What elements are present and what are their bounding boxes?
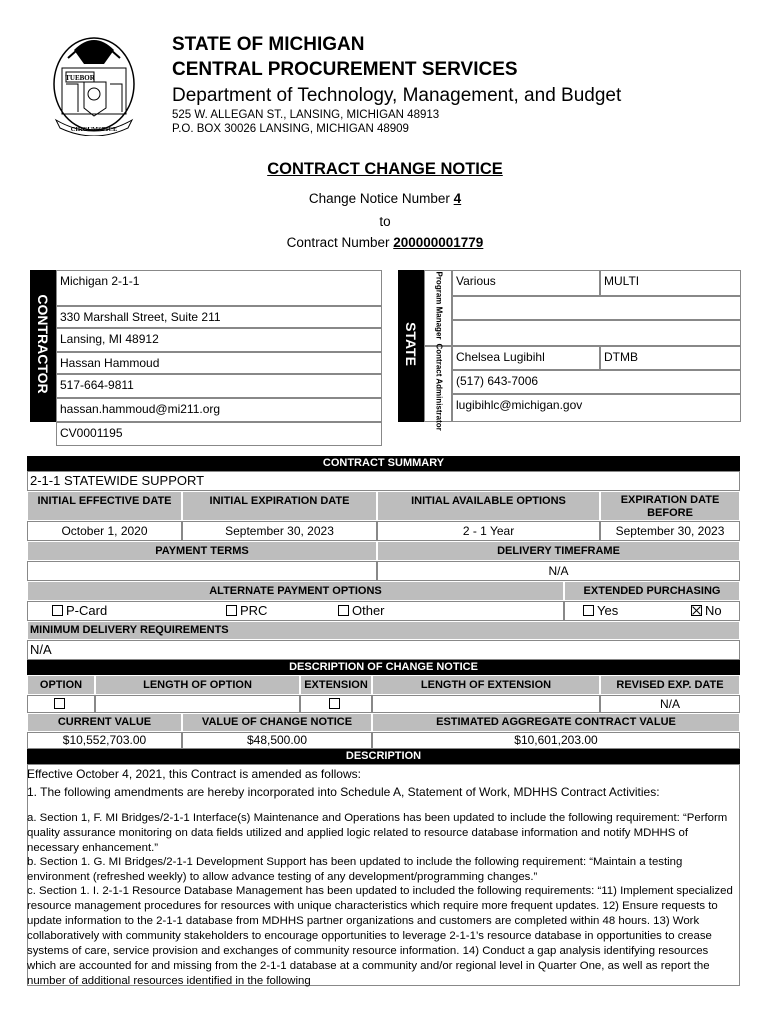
seal-tuebor: TUEBOR xyxy=(65,74,95,82)
initial-options-header: INITIAL AVAILABLE OPTIONS xyxy=(377,491,600,521)
department-name: Department of Technology, Management, and Budget xyxy=(172,85,622,106)
initial-options: 2 - 1 Year xyxy=(377,521,600,541)
option-checkbox[interactable] xyxy=(54,698,65,709)
length-of-extension-header: LENGTH OF EXTENSION xyxy=(372,675,600,695)
payment-terms xyxy=(27,561,377,581)
contract-administrator-label-cell xyxy=(424,343,452,431)
contract-number-line: Contract Number 200000001779 xyxy=(286,235,484,250)
notice-title: CONTRACT CHANGE NOTICE xyxy=(267,160,503,178)
description-item-b: b. Section 1. G. MI Bridges/2-1-1 Development Support has been updated to include the following requirement: “Maintain a testing environment (refreshed weekly) to allow advance testing of any development/programming changes.” xyxy=(27,856,683,883)
value-of-change-header: VALUE OF CHANGE NOTICE xyxy=(182,713,372,732)
ca-agency: DTMB xyxy=(600,346,741,370)
pm-agency: MULTI xyxy=(600,270,741,296)
seal-circumspice: CIRCUMSPICE xyxy=(70,126,118,133)
revised-exp-date-header: REVISED EXP. DATE xyxy=(600,675,740,695)
contractor-email: hassan.hammoud@mi211.org xyxy=(56,398,382,422)
delivery-timeframe-header: DELIVERY TIMEFRAME xyxy=(377,541,740,561)
extension-cell xyxy=(300,695,372,713)
pcard-checkbox[interactable] xyxy=(52,605,63,616)
contract-description: 2-1-1 STATEWIDE SUPPORT xyxy=(27,471,740,491)
alternate-payment-options xyxy=(27,601,564,621)
option-cell xyxy=(27,695,95,713)
pm-name: Various xyxy=(452,270,600,296)
extended-purchasing-options xyxy=(564,601,740,621)
payment-terms-header: PAYMENT TERMS xyxy=(27,541,377,561)
estimated-value-header: ESTIMATED AGGREGATE CONTRACT VALUE xyxy=(372,713,740,732)
initial-effective-date-header: INITIAL EFFECTIVE DATE xyxy=(27,491,182,521)
initial-expiration-date-header: INITIAL EXPIRATION DATE xyxy=(182,491,377,521)
option-header: OPTION xyxy=(27,675,95,695)
pm-row-2 xyxy=(452,296,741,320)
extension-header: EXTENSION xyxy=(300,675,372,695)
state-band: STATE xyxy=(398,270,424,422)
contract-number: 200000001779 xyxy=(393,235,484,250)
ca-email: lugibihlc@michigan.gov xyxy=(452,394,741,422)
no-checkbox-checked[interactable] xyxy=(691,605,702,616)
yes-option[interactable]: Yes xyxy=(583,603,618,618)
minimum-delivery: N/A xyxy=(27,640,740,660)
prc-option[interactable]: PRC xyxy=(226,602,267,620)
length-of-option-cell xyxy=(95,695,300,713)
expiration-before: September 30, 2023 xyxy=(600,521,740,541)
other-checkbox[interactable] xyxy=(338,605,349,616)
current-value-header: CURRENT VALUE xyxy=(27,713,182,732)
program-manager-label-cell xyxy=(424,270,452,346)
delivery-timeframe: N/A xyxy=(377,561,740,581)
contractor-band: CONTRACTOR xyxy=(30,270,56,422)
change-notice-header: DESCRIPTION OF CHANGE NOTICE xyxy=(27,660,740,675)
prc-checkbox[interactable] xyxy=(226,605,237,616)
program-manager-label: Program Manager xyxy=(434,271,444,340)
description-item-a: a. Section 1, F. MI Bridges/2-1-1 Interface(s) Maintenance and Operations has been updated to include the following requirement: “Perform quality assurance monitoring on data fields utilized and applied logic related to resource database information and notify MDHHS of necessary enhancement.” xyxy=(27,812,728,854)
to-line: to xyxy=(379,214,391,229)
value-of-change: $48,500.00 xyxy=(182,732,372,749)
contract-summary-header: CONTRACT SUMMARY xyxy=(27,456,740,471)
expiration-before-header: EXPIRATION DATE BEFORE xyxy=(600,491,740,521)
change-notice-number: 4 xyxy=(453,191,462,206)
extended-purchasing-header: EXTENDED PURCHASING xyxy=(564,581,740,601)
contractor-street: 330 Marshall Street, Suite 211 xyxy=(56,306,382,328)
no-option[interactable]: No xyxy=(691,602,722,620)
extension-checkbox[interactable] xyxy=(329,698,340,709)
state-name: STATE OF MICHIGAN xyxy=(172,34,365,55)
pcard-option[interactable]: P-Card xyxy=(52,603,107,618)
contractor-vendor-id: CV0001195 xyxy=(56,422,382,446)
minimum-delivery-header: MINIMUM DELIVERY REQUIREMENTS xyxy=(27,621,740,640)
length-of-extension-cell xyxy=(372,695,600,713)
address-line-2: P.O. BOX 30026 LANSING, MICHIGAN 48909 xyxy=(172,123,409,135)
contract-administrator-label: Contract Administrator xyxy=(434,343,444,431)
other-option[interactable]: Other xyxy=(338,602,385,620)
initial-expiration-date: September 30, 2023 xyxy=(182,521,377,541)
ca-phone: (517) 643-7006 xyxy=(452,370,741,394)
yes-checkbox[interactable] xyxy=(583,605,594,616)
description-item-c: c. Section 1. I. 2-1-1 Resource Database Management has been updated to included the following requirements: “11) Implement specialized resource management procedures for resources with unique characteristics which require more frequent updates. 12) Ensure requests to update information to the 2-1-1 database from MDHHS partner organizations and customers are completed within 48 hours. 13) Work collaboratively with community stakeholders to encourage opportunities to leverage 2-1-1’s resource database in opportunities to crease systems of care, service provision and exchanges of community resource information. 14) Conduct a gap analysis identifying resources which are accounted for and missing from the 2-1-1 database at a community and/or regional level in Quarter One, as well as report the number of additional resources identified in the following xyxy=(27,885,733,987)
contractor-phone: 517-664-9811 xyxy=(56,374,382,398)
current-value: $10,552,703.00 xyxy=(27,732,182,749)
office-name: CENTRAL PROCUREMENT SERVICES xyxy=(172,59,518,80)
length-of-option-header: LENGTH OF OPTION xyxy=(95,675,300,695)
revised-exp-date: N/A xyxy=(600,695,740,713)
initial-effective-date: October 1, 2020 xyxy=(27,521,182,541)
description-intro: Effective October 4, 2021, this Contract is amended as follows: xyxy=(27,767,361,781)
contractor-name: Michigan 2-1-1 xyxy=(56,270,382,306)
description-header: DESCRIPTION xyxy=(27,749,740,764)
contractor-contact: Hassan Hammoud xyxy=(56,352,382,374)
change-notice-line: Change Notice Number 4 xyxy=(308,191,462,206)
address-line-1: 525 W. ALLEGAN ST., LANSING, MICHIGAN 48913 xyxy=(172,109,440,121)
description-item-1: 1. The following amendments are hereby incorporated into Schedule A, Statement of Work, MDHHS Contract Activities: xyxy=(27,785,660,799)
alternate-payment-header: ALTERNATE PAYMENT OPTIONS xyxy=(27,581,564,601)
pm-row-3 xyxy=(452,320,741,346)
contractor-city: Lansing, MI 48912 xyxy=(56,328,382,352)
ca-name: Chelsea Lugibihl xyxy=(452,346,600,370)
estimated-value: $10,601,203.00 xyxy=(372,732,740,749)
michigan-state-seal xyxy=(44,24,144,136)
